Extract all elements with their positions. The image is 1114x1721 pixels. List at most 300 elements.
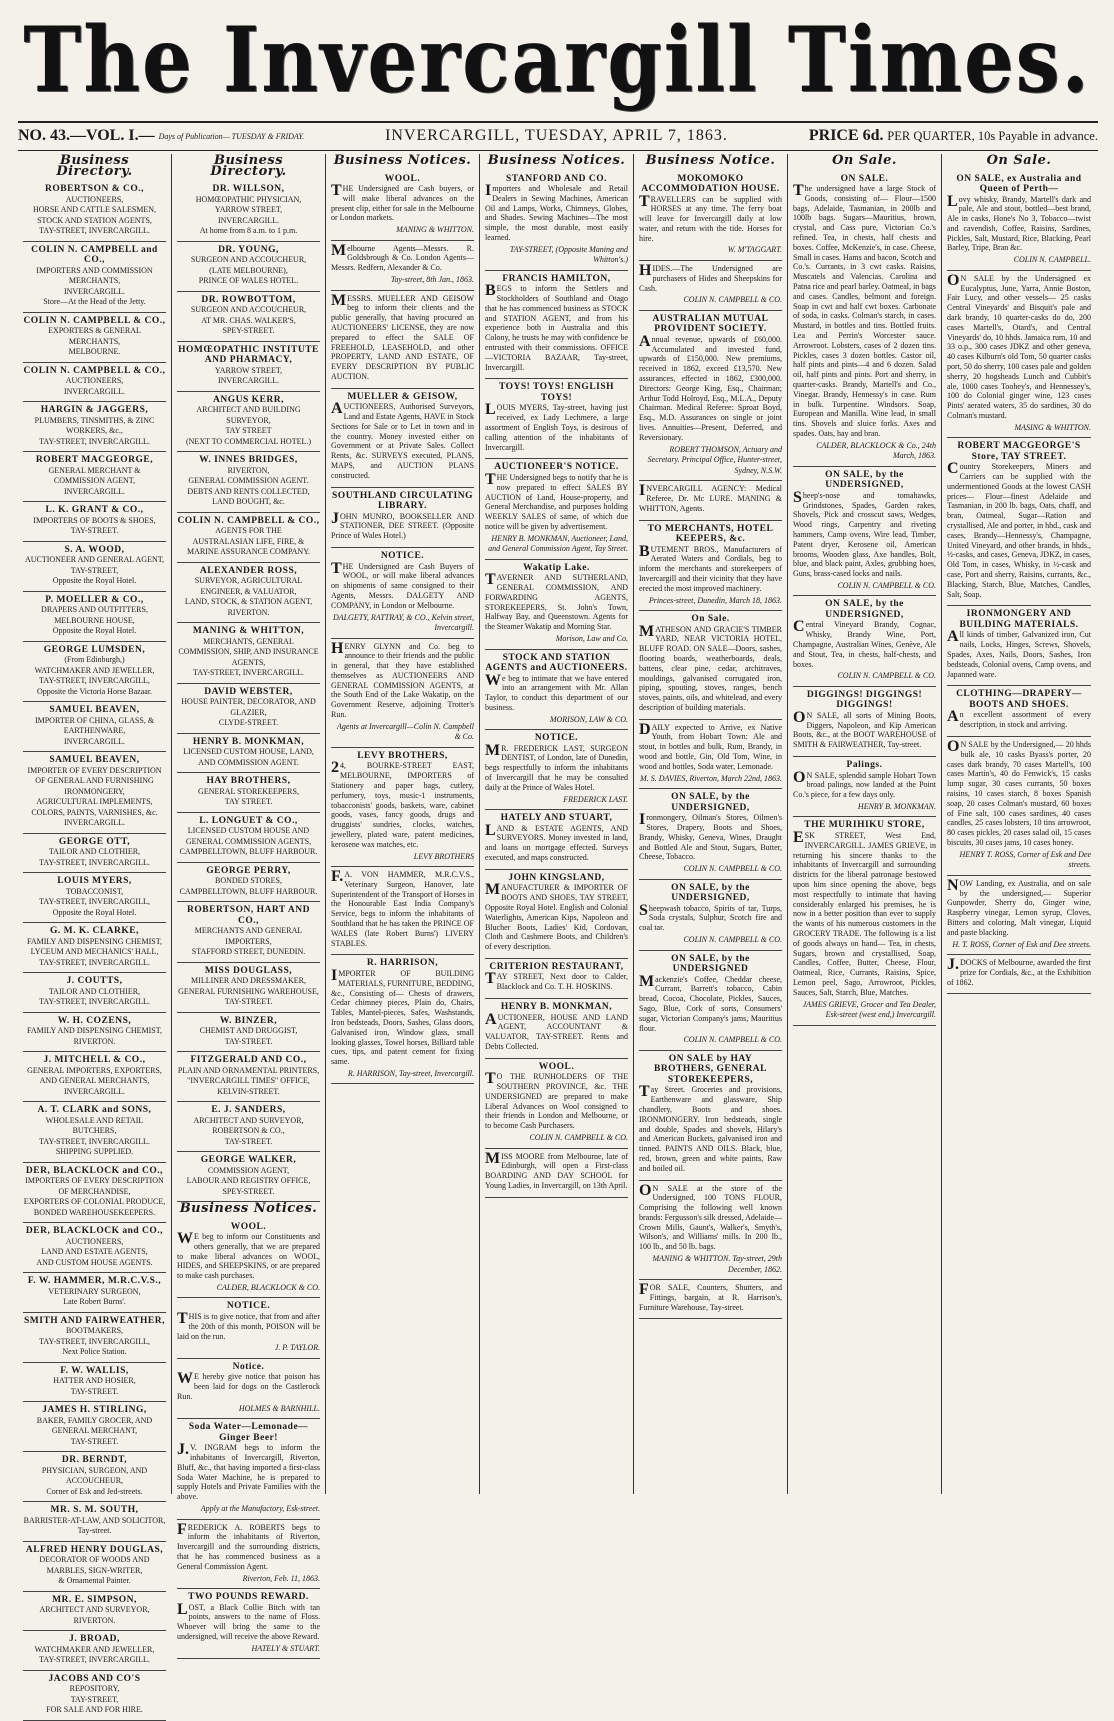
directory-listing [23,1631,166,1671]
dateline [18,124,1098,148]
notice [639,1051,782,1181]
notice-body [947,630,1091,679]
listing-line: INVERCARGILL. [63,818,126,827]
notice-body [331,761,474,849]
notice-body [331,509,474,541]
notice-text: INVERCARGILL AGENCY: Medical Referee, Dr. Mc LURE. MANING & WHITTON, Agents. [639,482,782,513]
listing-line: ROBERTSON & CO., [212,1126,285,1135]
listing-name: HENRY B. MONKMAN, [192,736,305,747]
directory-listing [23,542,166,592]
listing-line: TAY-STREET, INVERCARGILL. [39,957,150,967]
listing-name: ALEXANDER ROSS, [199,565,298,576]
notice-signature: COLIN N. CAMPBELL & CO. [683,864,782,874]
notice-body [947,876,1091,938]
notice [639,311,782,481]
notice-signature: COLIN N. CAMPBELL & CO. [837,671,936,681]
notice [331,291,474,389]
directory-listing [23,642,166,703]
notice-text: BUTEMENT BROS., Manufacturers of Aerated Waters and Cordials, beg to inform the merchants and storekeepers of Invercargill and their vicinity that they have erected the most improved machinery. [639,542,782,593]
listing-line: FOR SALE AND FOR HIRE. [46,1705,143,1714]
listing-line: LYCEUM AND MECHANICS' HALL, [30,947,159,956]
notice-text: Mackenzie's Coffee, Cheddar cheese, Currant, Barrett's tobacco, Cabin bread, Cocoa, Chocolate, Pickles, Sauces, Sago, Blue, Cork of sorts, Consumers' sugar, Victorian Company's jams, Mauritius flour. [639,972,782,1033]
listing-line: PLUMBERS, TINSMITHS, & ZINC WORKERS, &c., [34,415,155,435]
notice-text: IMPORTER OF BUILDING MATERIALS, FURNITURE, BEDDING, &c., Consisting of— Chests of drawers, Cedar chimney pieces, Plain do, Chairs, Tables, Mantel-pieces, Safes, Washstands, Iron bedsteads, Doors, Sashes, Glass doors, Galvanised iron, Window glass, small looking glasses, Towel horses, Billiard table cues, tips, and patent cement for fixing same. [331,966,475,1067]
listing-name: ANGUS KERR, [213,394,284,405]
directory-listing [177,292,320,342]
listing-line: INVERCARGILL. [63,286,126,296]
listing-line: TAY-STREET, INVERCARGILL, [39,1336,150,1346]
listing-line: ARCHITECT AND BUILDING SURVEYOR, [196,405,301,425]
notice [485,171,628,271]
notice-body [485,403,628,452]
notice-signature: Tay-street, 8th Jan., 1863. [390,275,474,285]
listing-line: SHIPPING SUPPLIED. [55,1147,134,1156]
listing-name: HARGIN & JAGGERS, [40,405,149,415]
listing-line: INVERCARGILL. [217,376,280,385]
listing-line: GENERAL IMPORTERS, EXPORTERS, AND GENERAL MERCHANTS, [27,1065,162,1085]
directory-listing [23,973,166,1013]
directory-listing [23,1452,166,1502]
notice-title: R. HARRISON, [366,958,439,969]
notice-body [177,1309,320,1341]
listing-line: BONDED STORES, [215,876,282,885]
price-block [809,127,1098,145]
notice [639,720,782,789]
notice-title: TWO POUNDS REWARD. [188,1592,309,1603]
notice-text: TAY STREET, Next door to Calder, Blacklock and Co. T. H. HOSKINS. [485,970,628,992]
notice-body [639,1085,782,1173]
notice-signature: MASING & WHITTON. [1014,422,1091,432]
listing-name: S. A. WOOD, [64,544,125,555]
listing-line: ARCHITECT AND SURVEYOR, [39,1605,150,1614]
listing-name: MANING & WHITTON, [192,626,305,636]
notice-text: Central Vineyard Brandy, Cognac, Whisky, Brandy Wine, Port, Champagne, Australian Wines, Genève, Ale and Stout, Tea, in chests, half-chests, and boxes. [793,618,936,669]
listing-line: PHYSICIAN, SURGEON, AND ACCOUCHEUR, [41,1465,148,1485]
directory-listing [177,1013,320,1053]
notice [331,867,474,955]
notice-body [947,737,1091,848]
notice-signature: COLIN N. CAMPBELL & CO. [529,1133,628,1142]
notice-signature: MANING & WHITTON. [396,225,474,235]
notice-text: ON SALE by the Undersigned ex Eucalyptus, June, Yarra, Annie Boston, Fair Lucy, and other vessels— 25 casks Central Vineyards' and Bisquit's pale and dark brandy, 10 quarter-casks do do, 200 cases Martell's, Otard's, and Central Vineyards' do, 10 hhds. Jamaica rum, 10 and 33 o.p., 300 cases JDKZ and other geneva, 40 cases Kilburn's old Tom, 50 quarter casks port, 50 do sherry, 100 cases pale and golden sherry, 20 hogsheads Lunch and Cubbit's ale, 1000 cases Toohey's, and Hennessey's, 100 do Colonial ginger wine, 123 cases Pints' aerated waters, 35 do sardines, 30 do Colman's mustard. [947,271,1091,420]
notice-text: AUCTIONEERS, Authorised Surveyors, Land and Estate Agents, HAVE in Stock Sections for Sale or to Let in town and in the country. Money invested either on Government or at Private Sales. Collect Rents, &c. SURVEYS executed, PLANS, MAPS, and AUCTION PLANS constructed. [331,400,474,480]
listing-line: Corner of Esk and Jed-streets. [46,1486,143,1496]
listing-name: F. W. WALLIS, [60,1365,129,1376]
listing-line: AND CUSTOM HOUSE AGENTS. [36,1257,153,1267]
notice [485,1059,628,1149]
directory-listing [23,1102,166,1163]
listing-name: COLIN N. CAMPBELL & CO., [23,315,166,326]
notice-signature: JAMES GRIEVE, Grocer and Tea Dealer, Esk-street (west end,) Invercargill. [802,999,936,1019]
notice [639,611,782,720]
notice-body [793,708,936,750]
notice-body [331,870,474,948]
notice [331,639,474,748]
directory-listing [177,342,320,392]
notice-text: Importers and Wholesale and Retail Dealers in Sewing Machines, American Oil and Lamps, Works, Chimneys, Globes, and Shades. Sewing Machines—The most simple, the most durable, most easily learned. [485,182,628,242]
notice-title: AUCTIONEER'S NOTICE. [494,462,619,473]
listing-name: ALFRED HENRY DOUGLAS, [25,1544,164,1555]
notice-title: NOTICE. [534,733,579,744]
listing-line: TAY-STREET. [70,1436,119,1446]
listing-line: KELVIN-STREET. [217,1086,280,1096]
notice-title: HATELY AND STUART, [500,813,613,824]
listing-line: CAMPBELLTOWN, BLUFF HARBOUR. [179,847,318,856]
dateline-rule [18,150,1098,151]
notice [485,810,628,870]
directory-listing [177,452,320,513]
notice [485,999,628,1059]
notice-text: ON SALE at the store of the Undersigned, 100 TONS FLOUR, Comprising the following well known brands: Fergusson's silk dressed, Adelaide—Crown Mills, Gaunt's, Walker's, Smyth's, Wilson's, and Williams' mills. In 200 lb., 100 lb., and 50 lb. bags. [639,1181,782,1252]
listing-line: LICENSED CUSTOM HOUSE, LAND, AND COMMISSION AGENT. [183,747,314,767]
notice [485,730,628,810]
notice-body [639,192,782,244]
notice-title: AUSTRALIAN MUTUAL PROVIDENT SOCIETY. [652,313,769,335]
notice-signature: COLIN N. CAMPBELL & CO. [683,1035,782,1045]
notice-text: LOUIS MYERS, Tay-street, having just received, ex Lady Lechmere, a large assortment of English Toys, is desirous of calling attention of the inhabitants of Invercargill. [485,401,628,452]
notice-body [639,972,782,1034]
notice-body [485,972,628,992]
listing-name: J. BROAD, [69,1634,120,1644]
column-heading: Business Directory. [210,153,287,179]
directory-listing [177,242,320,292]
column-heading: On Sale. [832,153,897,168]
listing-name: DAVID WEBSTER, [204,686,293,697]
notice-title: FRANCIS HAMILTON, [502,273,611,284]
listing-name: DER, BLACKLOCK and CO., [25,1226,164,1236]
notice-body [331,184,474,223]
notice-text: LOST, a Black Collie Bitch with tan points, answers to the name of Floss. Whoever will bring the same to the undersigned, will receive the above Reward. [177,1600,320,1641]
notice-text: LAND & ESTATE AGENTS, AND SURVEYORS. Money invested in land, and loans on mortgage effected. Surveys executed, and maps constructed. [485,821,628,863]
directory-listing [23,834,166,874]
notice-text: An excellent assortment of every description, in stock and arriving. [947,708,1091,730]
listing-line: Opposite the Royal Hotel. [52,907,137,917]
notice-title: CRITERION RESTAURANT, [489,961,624,972]
notice [177,1298,320,1358]
listing-line: Tay-street. [77,1526,112,1535]
notice [331,488,474,548]
column [326,154,480,1494]
notice-text: AUCTIONEER, HOUSE AND LAND AGENT, ACCOUNTANT & VALUATOR, TAY-STREET. Rents and Debts Collected. [485,1010,628,1051]
listing-name: MISS DOUGLASS, [204,965,293,976]
listing-line: AGRICULTURAL IMPLEMENTS, [36,797,153,806]
listing-line: HATTER AND HOSIER, [53,1376,136,1385]
notice-signature: MORISON, LAW & CO. [549,714,628,724]
column [942,154,1096,1494]
notice [639,171,782,261]
directory-listing [23,1273,166,1313]
notice [639,880,782,951]
notice-text: ON SALE, splendid sample Hobart Town broad palings, now landed at the Point Co.'s piece, for a few days only. [793,768,936,800]
publication-days: Days of Publication— TUESDAY & FRIDAY. [158,132,305,142]
notice [947,606,1091,686]
notice-body [793,828,936,998]
notice-text: Ironmongery, Oilman's Stores, Oilmen's Stores, Drapery, Boots and Shoes, Brandy, Whisky, Geneva, Wines, Draught and Bottled Ale and Stout, Sugars, Butter, Cheese, Tobacco. [639,811,782,862]
listing-line: INVERCARGILL. [63,386,126,396]
listing-name: W. INNES BRIDGES, [199,455,298,465]
notice-signature: J. P. TAYLOR. [274,1343,320,1353]
notice [485,459,628,559]
listing-name: J. COUTTS, [66,976,123,986]
masthead [0,0,1114,120]
notice [793,817,936,1025]
notice-text: THIS is to give notice, that from and after the 20th of this month, POISON will be laid on the run. [177,1309,320,1341]
directory-listing [177,1102,320,1152]
notice-body [639,484,782,513]
notice-text: THE Undersigned are Cash Buyers of WOOL, or will make liberal advances on shipments of same consigned to their Agents, Messrs. DALGETY AND COMPANY, in London or Melbourne. [331,559,474,610]
listing-line: TAY-STREET, INVERCARGILL. [193,668,304,677]
listing-name: COLIN N. CAMPBELL & CO., [23,365,166,376]
notice-signature: HENRY B. MONKMAN. [857,801,936,811]
notice-signature: HATELY & STUART. [251,1643,320,1653]
notice-text: All kinds of timber, Galvanized iron, Cut nails, Locks, Hinges, Screws, Shovels, Spades, Axes, Nails, Doors, Sashes, Iron bedsteads, Colonial ovens, Camp ovens, and Japanned ware. [947,628,1091,679]
notice-body [177,1372,320,1401]
listing-line: INVERCARGILL. [63,486,126,496]
notice-signature: FREDERICK LAST. [563,794,628,804]
notice-title: MUELLER & GEISOW, [347,391,458,402]
notice-signature: COLIN N. CAMPBELL & CO. [683,935,782,945]
listing-name: JAMES H. STIRLING, [42,1405,147,1415]
listing-name: JACOBS AND CO'S [48,1673,141,1684]
listing-line: TAY-STREET, INVERCARGILL. [39,226,150,235]
listing-line: TOBACCONIST, [65,886,124,896]
listing-line: IMPORTERS OF BOOTS & SHOES, [33,515,156,525]
notice-body [331,559,474,611]
listing-line: Next Police Station. [62,1347,127,1356]
directory-listing [23,313,166,363]
directory-listing [177,813,320,863]
price: PRICE 6d. [808,127,884,144]
notice [177,1359,320,1419]
notice-signature: W. M'TAGGART. [727,245,782,255]
notice-signature: COLIN N. CAMPBELL & CO. [837,580,936,590]
notice-title: Notice. [232,1361,265,1372]
notice-title: NOTICE. [226,1301,271,1312]
listing-line: IMPORTER OF CHINA, GLASS, & EARTHENWARE, [34,715,155,735]
notice-signature: DALGETY, RATTRAY, & CO., Kelvin street, Invercargill. [332,612,474,632]
notice-title: WOOL. [384,173,421,184]
notice-body [639,1181,782,1253]
notice-text: HIDES.—The Undersigned are purchasers of Hides and Sheepskins for Cash. [639,261,782,293]
listing-line: MELBOURNE HOUSE, [54,615,135,625]
notice-signature: Apply at the Manufactory, Esk-street. [200,1504,320,1514]
listing-name: MR. S. M. SOUTH, [50,1505,139,1515]
listing-line: AUSTRALASIAN LIFE, FIRE, & MARINE ASSURANCE COMPANY. [187,536,310,556]
notice-signature: HOLMES & BARNHILL. [238,1403,320,1413]
notice-signature: HENRY B. MONKMAN, Auctioneer, Land, and General Commission Agent, Tay Street. [488,533,628,554]
notice-title: ON SALE, by the UNDERSIGNED, [825,599,904,620]
notice-text: THE Undersigned begs to notify that he is now prepared to effect SALES BY AUCTION of Land, House-property, and General Merchandise, and purposes holding WEEKLY SALES of same, of which due notice will be given by advertisement. [485,470,628,531]
listing-name: L. LONGUET & CO., [199,815,298,826]
listing-line: TAY-STREET. [224,1036,273,1046]
notice-body [639,901,782,933]
listing-line: MILLINER AND DRESSMAKER, [191,976,306,985]
listing-line: GENERAL COMMISSION AGENT. [188,476,309,485]
listing-line: TAILOR AND CLOTHIER, [48,986,141,996]
listing-name: COLIN N. CAMPBELL & CO., [177,515,320,526]
notice-body [793,184,936,439]
notice-text: TRAVELLERS can be supplied with HORSES at any time. The ferry boat will leave for Invercargill daily at low water, and return with the tide. Horses for hire. [639,192,782,243]
directory-listing [23,1163,166,1224]
notice-title: ON SALE by HAY BROTHERS, GENERAL STOREKEEPERS, [653,1053,768,1085]
listing-line: EXPORTERS OF COLONIAL PRODUCE, [23,1197,166,1206]
listing-name: DR. BERNDT, [61,1455,128,1465]
notice-body [485,284,628,372]
directory-listing [177,623,320,684]
directory-listing [177,963,320,1013]
notice [639,521,782,611]
notice-text: NOW Landing, ex Australia, and on sale by the undersigned,— Superior Gunpowder, Sherry do, Ginger wine, Raspberry vinegar, Lemon syrup, Cloves, Bitters and coloring, Malt vinegar, Liquid and paste blacking. [947,876,1091,937]
listing-line: RIVERTON. [227,607,270,617]
notice-body [793,488,936,579]
notice-title: ON SALE, ex Australia and Queen of Perth— [956,173,1082,194]
listing-line: INVERCARGILL. [63,736,126,746]
directory-listing [177,734,320,774]
notice-text: We beg to intimate that we have entered into an arrangement with Mr. Allan Taylor, to conduct this department of our business. [485,671,628,712]
notice-text: FREDERICK A. ROBERTS begs to inform the inhabitants of Riverton, Invercargill and the surrounding districts, that he has commenced business as a General Commission Agent. [177,1520,320,1571]
directory-listing [177,513,320,563]
listing-line: WHOLESALE AND RETAIL BUTCHERS, [45,1115,144,1135]
listing-name: GEORGE WALKER, [200,1155,297,1165]
listing-line: EXPORTERS & GENERAL MERCHANTS, [48,326,141,346]
listing-line: CHEMIST AND DRUGGIST, [199,1026,298,1035]
notice [177,1219,320,1299]
listing-line: IMPORTERS OF EVERY DESCRIPTION OF MERCHANDISE, [25,1176,164,1196]
listing-line: ARCHITECT AND SURVEYOR, [193,1115,304,1125]
directory-listing [23,1223,166,1273]
directory-listing [23,181,166,242]
notice-title: TOYS! TOYS! ENGLISH TOYS! [498,382,615,403]
notice-body [331,291,474,382]
notice-title: ON SALE, by the UNDERSIGNED, [671,882,750,904]
notice [177,1589,320,1659]
directory-listing [177,181,320,242]
notice [331,241,474,291]
notice [485,1149,628,1198]
price-note: PER QUARTER, 10s Payable in advance. [887,129,1098,143]
notice-text: F.A. VON HAMMER, M.R.C.V.S., Veterinary Surgeon, Hanover, late Superintendent of the Transport of Horses in the Honourable East India Company's Service, begs to inform the inhabitants of Southland that he has taken the PRINCE OF WALES (late Robert Burns') LIVERY STABLES. [331,868,474,948]
directory-listing [177,1052,320,1102]
listing-name: ROBERT MACGEORGE, [35,455,154,465]
listing-name: GEORGE PERRY, [206,865,291,876]
listing-name: F. W. HAMMER, M.R.C.V.S., [27,1276,162,1286]
notice-text: HENRY GLYNN and Co. beg to announce to their friends and the public in general, that they have established themselves as AUCTIONEERS AND GENERAL COMMISSION AGENTS, at the South End of the Lake Wakatip, on the Government Reserve, adjoining Trotter's Run. [331,639,474,720]
notice [177,1419,320,1519]
notice [331,171,474,241]
notice [485,379,628,459]
listing-line: GENERAL FURNISHING WAREHOUSE, [178,986,319,996]
listing-line: AGENTS FOR THE [215,526,282,535]
listing-line: IMPORTERS AND COMMISSION MERCHANTS, [36,265,153,285]
notice-signature: Princes-street, Dunedin, March 18, 1863. [648,595,782,605]
directory-listing [177,902,320,963]
notice-text: ON SALE by the Undersigned,— 20 hhds bulk ale, 10 casks Byass's porter, 20 cases dark brandy, 70 cases Martell's, 100 cases Martin's, 40 do Fenwick's, 15 casks lump sugar, 30 cases currants, 50 boxes raisins, 10 cases starch, 8 boxes Spanish soap, 20 cases Colman's mustard, 60 boxes of Fine salt, 100 cases sardines, 40 cases candles, 25 cases lobsters, 10 tins arrowroot, 80 cases pickles, 20 cases salad oil, 15 cases biscuits, 30 cases jams, 10 cases honey. [947,737,1091,847]
listing-line: Late Robert Burns'. [63,1297,126,1306]
listing-name: G. M. K. CLARKE, [49,926,139,936]
listing-line: RIVERTON. [73,1615,116,1625]
notice [793,687,936,757]
listing-line: LAND AND ESTATE AGENTS, [41,1247,148,1256]
notice-body [947,271,1091,421]
listing-line: "INVERCARGILL TIMES" OFFICE, [187,1076,310,1085]
notice-body [639,622,782,713]
notice-signature: LEVY BROTHERS [413,851,474,861]
listing-line: SURGEON AND ACCOUCHEUR, [190,255,307,264]
newspaper-columns [18,153,1098,1714]
directory-listing [23,1502,166,1542]
listing-name: DER, BLACKLOCK and CO., [25,1165,164,1176]
issue-number-block [18,127,304,145]
notice-title: STOCK AND STATION AGENTS and AUCTIONEERS. [485,652,628,673]
notice-text: J.V. INGRAM begs to inform the inhabitants of Invercargill, Riverton, Bluff, &c., that having imported a first-class Soda Water Machine, he is prepared to supply Hotels and Private Families with the above. [177,1441,320,1502]
listing-line: COLORS, PAINTS, VARNISHES, &c. [31,807,158,817]
listing-line: (From Edinburgh,) [64,655,125,664]
listing-line: SURGEON AND ACCOUCHEUR, [190,305,307,314]
notice-body [177,1600,320,1642]
listing-line: VETERINARY SURGEON, [48,1286,141,1296]
notice-signature: M. S. DAVIES, Riverton, March 22nd, 1863. [640,773,782,783]
listing-name: ROBERTSON & CO., [45,184,144,194]
column-heading: Business Notice. [645,153,776,168]
notice-title: LEVY BROTHERS, [357,750,448,761]
listing-line: LAND, STOCK, & STATION AGENT, [184,597,313,606]
column [18,153,172,1714]
listing-line: CAMPBELLTOWN, BLUFF HARBOUR. [179,886,318,896]
notice-title: IRONMONGERY AND BUILDING MATERIALS. [959,609,1079,630]
notice-signature: H. T. ROSS, Corner of Esk and Dee streets. [952,939,1091,949]
notice-body [331,402,474,480]
listing-line: DECORATOR OF WOODS AND MARBLES, SIGN-WRITER, [39,1555,150,1575]
notice-title: NOTICE. [380,551,425,562]
directory-listing [23,1592,166,1632]
listing-line: TAY-STREET. [224,1136,273,1146]
notice [331,548,474,638]
notice-text: TAVERNER AND SUTHERLAND, GENERAL COMMISSION, AND FORWARDING AGENTS, STOREKEEPERS, St. John's Town, Halfway Bay, and Queenstown. Agents for the Steamer Wakatip and Morning Star. [485,571,628,632]
listing-name: GEORGE LUMSDEN, [43,644,146,655]
notice-text: WE hereby give notice that poison has been laid for dogs on the Castlerock Run. [177,1370,320,1401]
listing-line: GENERAL STOREKEEPERS, [198,786,299,796]
listing-line: TAILOR AND CLOTHIER, [48,847,141,856]
directory-listing [177,563,320,624]
notice-body [947,192,1091,254]
listing-name: DR. YOUNG, [218,244,279,255]
listing-line: RIVERTON. [73,1036,116,1046]
listing-line: AUCTIONEER AND GENERAL AGENT, [24,555,165,564]
column-heading: Business Notices. [487,153,626,168]
listing-name: J. MITCHELL & CO., [43,1055,146,1065]
notice-text: ON SALE, all sorts of Mining Boots, Diggers, Napoleon, and Kip American Boots, &c., at the BOOT WAREHOUSE of SMITH & FAIRWEATHER, Tay-street. [793,708,936,750]
listing-line: TAY-STREET, INVERCARGILL, [39,897,150,906]
listing-line: MERCHANTS AND GENERAL IMPORTERS, [194,926,303,946]
listing-line: FAMILY AND DISPENSING CHEMIST, [26,1026,163,1035]
notice-text: J.DOCKS of Melbourne, awarded the first prize for Cordials, &c., at the Exhibition of 1862. [947,956,1091,987]
listing-line: HOMŒOPATHIC PHYSICIAN, [195,194,302,204]
listing-line: BOOTMAKERS, [65,1326,124,1335]
listing-line: CLYDE-STREET. [218,718,279,727]
listing-name: ROBERTSON, HART AND CO., [187,905,310,926]
directory-listing [23,402,166,452]
column-heading: Business Notices. [333,153,472,168]
notice-text: THE Undersigned are Cash buyers, or will make liberal advances on the present clip, either for sale in the Melbourne or London markets. [331,182,474,223]
column-subheading: Business Notices. [179,1201,318,1216]
notice-title: CLOTHING—DRAPERY—BOOTS AND SHOES. [956,689,1082,710]
notice-signature: COLIN N. CAMPBELL. [1013,255,1091,265]
notice-title: ON SALE, by the UNDERSIGNED, [825,469,904,491]
notice-text: 24, BOURKE-STREET EAST, MELBOURNE, IMPORTERS of Stationery and paper bags, cutlery, perfumery, toys, music-1 instruments, tobacconists' goods, baskets, ware, cabinet goods, vases, fancy goods, drugs and druggists' sundries, clocks, watches, jewellery, plated ware, patent medicines, kerosene wax matches, etc. [331,759,474,849]
notice [639,261,782,311]
listing-line: TAY-STREET, [70,1694,119,1704]
listing-line: DRAPERS AND OUTFITTERS, [41,605,148,614]
